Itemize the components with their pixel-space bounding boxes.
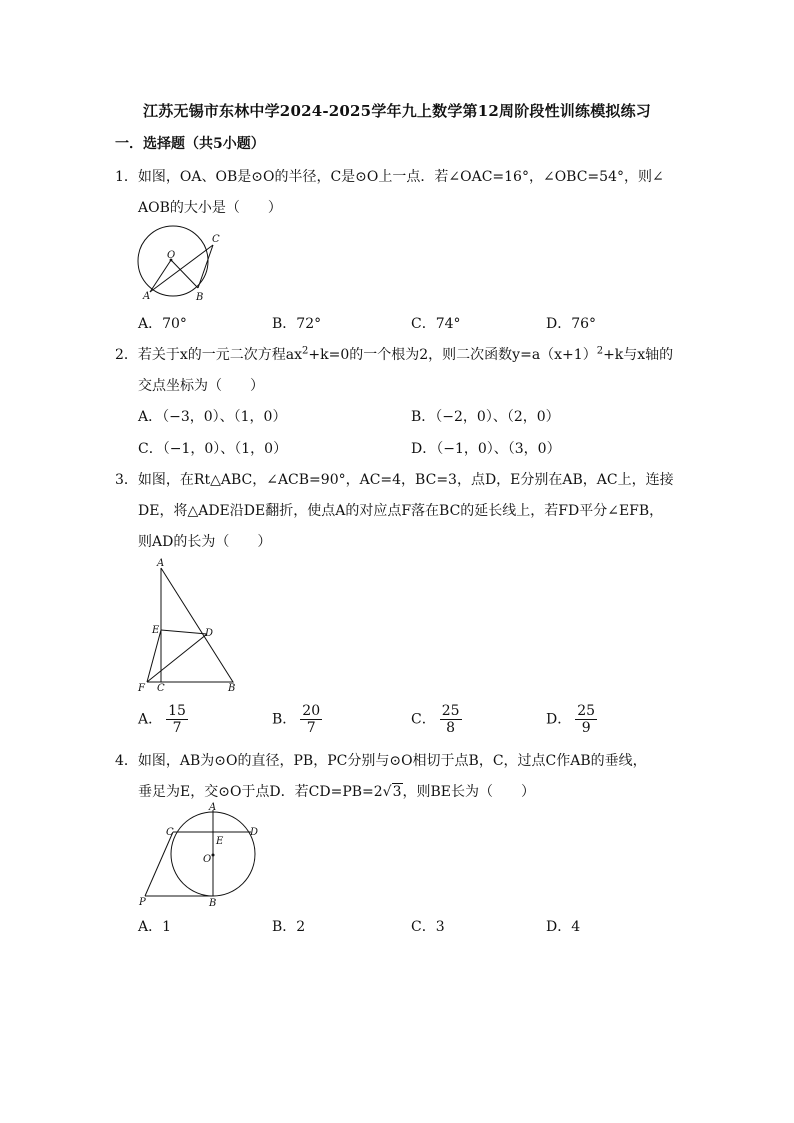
q2-stem-line1: 2．若关于x的一元二次方程$ax^2+k=0$的一个根为2，则二次函数$y=a(x+1)^2+k$与x轴的 [115,345,674,363]
q4-option-c[interactable]: C．3 [411,919,445,935]
q4-label-p: P [139,897,146,908]
q1-circle [138,226,208,296]
q1-label-b: B [196,292,204,303]
q1-label-c: C [212,234,220,245]
q3-option-b[interactable]: B． $\frac{20}{7}$ [272,703,321,736]
q3-segment-fe [147,630,161,682]
q4-tangent-pc [145,832,173,896]
q3-label-b: B [228,683,236,694]
q2-option-d[interactable]: D．（−1，0）、（3，0） [411,441,561,457]
q1-option-a[interactable]: A．70° [138,316,187,332]
q4-label-b: B [209,898,217,908]
q1-option-d[interactable]: D．76° [546,316,597,332]
q4-option-b[interactable]: B．2 [272,919,306,935]
page-title: 江苏无锡市东林中学2024-2025学年九上数学第12周阶段性训练模拟练习 [143,102,651,120]
q3-option-d[interactable]: D． $\frac{25}{9}$ [546,703,596,736]
q3-stem-line3: 则AD的长为（ ） [138,534,272,550]
section-heading: 一．选择题（共5小题） [115,136,265,152]
q3-triangle-abc [161,568,233,682]
q3-label-f: F [138,683,145,694]
q2-option-b[interactable]: B．（−2，0）、（2，0） [411,409,560,425]
q4-option-d[interactable]: D．4 [546,919,581,935]
q3-stem-line2: DE，将△ADE沿DE翻折，使点A的对应点F落在BC的延长线上，若FD平分∠EFB， [138,503,664,519]
q1-segment-bc [198,245,213,288]
q3-label-a: A [157,558,165,569]
q1-segment-ac [150,245,213,292]
q4-stem-line1: 4．如图，AB为⊙O的直径，PB，PC分别与⊙O相切于点B，C，过点C作AB的垂线， [115,753,647,769]
q1-label-a: A [143,291,151,302]
q4-option-a[interactable]: A．1 [138,919,172,935]
q2-option-c[interactable]: C．（−1，0）、（1，0） [138,441,288,457]
q1-option-b[interactable]: B．72° [272,316,322,332]
q4-label-d: D [250,827,259,838]
q1-option-c[interactable]: C．74° [411,316,461,332]
q4-label-e: E [216,836,224,847]
q1-stem-line1: 1．如图，OA、OB是⊙O的半径，C是⊙O上一点．若∠OAC=16°，∠OBC=54°，则∠ [115,169,664,185]
q3-label-d: D [205,628,214,639]
q4-stem-line2: 垂足为E，交⊙O于点D．若CD=PB=2√3，则BE长为（ ） [138,784,536,800]
q1-stem-line2: AOB的大小是（ ） [138,200,282,216]
q1-figure [128,222,228,308]
q4-label-a: A [209,802,217,813]
q1-segment-oa [150,260,171,292]
q3-option-a[interactable]: A． $\frac{15}{7}$ [138,703,186,736]
q3-label-e: E [152,625,160,636]
q4-label-c: C [166,827,174,838]
q3-option-c[interactable]: C． $\frac{25}{8}$ [411,703,460,736]
q3-label-c: C [157,683,165,694]
q4-figure [135,800,265,908]
q4-center-dot [212,854,215,857]
q4-label-o: O [203,854,212,865]
q1-segment-ob [171,260,198,288]
q2-stem-line2: 交点坐标为（ ） [138,378,264,394]
q3-stem-line1: 3．如图，在Rt△ABC，∠ACB=90°，AC=4，BC=3，点D，E分别在AB，AC上，连接 [115,472,674,488]
q2-option-a[interactable]: A．（−3，0）、（1，0） [138,409,287,425]
q3-segment-fd [147,634,207,682]
q3-figure [135,558,245,694]
q1-label-o: O [167,250,176,261]
